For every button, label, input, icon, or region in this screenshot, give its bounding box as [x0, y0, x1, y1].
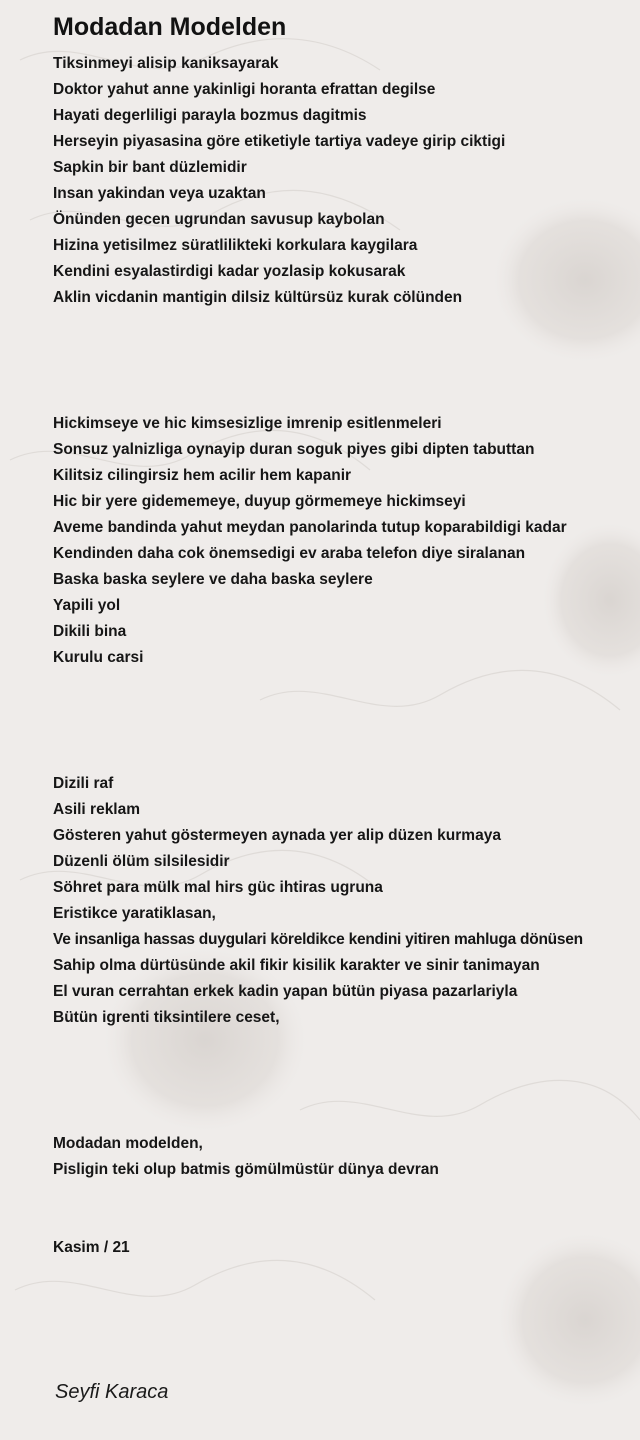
poem-line: Dikili bina: [53, 623, 127, 640]
poem-line: Ve insanliga hassas duygulari köreldikce kendini yitiren mahluga dönüsen: [53, 931, 583, 948]
poem-line: Aveme bandinda yahut meydan panolarinda tutup koparabildigi kadar: [53, 519, 567, 536]
poem-line: Sahip olma dürtüsünde akil fikir kisilik karakter ve sinir tanimayan: [53, 957, 540, 974]
poem-line: Söhret para mülk mal hirs güc ihtiras ugruna: [53, 879, 383, 896]
poem-line: Gösteren yahut göstermeyen aynada yer alip düzen kurmaya: [53, 827, 501, 844]
poem-line: Aklin vicdanin mantigin dilsiz kültürsüz kurak cölünden: [53, 289, 463, 306]
poem-line: Hayati degerliligi parayla bozmus dagitmis: [53, 107, 367, 124]
poem-line: Hickimseye ve hic kimsesizlige imrenip esitlenmeleri: [53, 415, 442, 432]
poem-line: Bütün igrenti tiksintilere ceset,: [53, 1009, 280, 1026]
poem-line: Pisligin teki olup batmis gömülmüstür dünya devran: [53, 1161, 439, 1178]
poem-line: Sonsuz yalnizliga oynayip duran soguk piyes gibi dipten tabuttan: [53, 441, 535, 458]
poem-line: Hic bir yere gidememeye, duyup görmemeye hickimseyi: [53, 493, 466, 510]
poem-line: Kurulu carsi: [53, 649, 144, 666]
author-signature: Seyfi Karaca: [55, 1381, 169, 1403]
poem-line: Baska baska seylere ve daha baska seylere: [53, 571, 373, 588]
poem-line: Önünden gecen ugrundan savusup kaybolan: [53, 211, 385, 228]
poem-line: Herseyin piyasasina göre etiketiyle tartiya vadeye girip ciktigi: [53, 133, 506, 150]
poem-line: Hizina yetisilmez süratlilikteki korkulara kaygilara: [53, 237, 418, 254]
poem-line: Asili reklam: [53, 801, 141, 818]
poem-line: Kilitsiz cilingirsiz hem acilir hem kapanir: [53, 467, 352, 484]
poem-line: Modadan modelden,: [53, 1135, 203, 1152]
poem-line: Kendini esyalastirdigi kadar yozlasip kokusarak: [53, 263, 406, 280]
poem-date: Kasim / 21: [53, 1239, 130, 1256]
poem-line: Eristikce yaratiklasan,: [53, 905, 216, 922]
poem-line: Kendinden daha cok önemsedigi ev araba telefon diye siralanan: [53, 545, 526, 562]
poem-line: El vuran cerrahtan erkek kadin yapan bütün piyasa pazarlariyla: [53, 983, 518, 1000]
poem-title: Modadan Modelden: [53, 13, 287, 41]
poem-line: Doktor yahut anne yakinligi horanta efrattan degilse: [53, 81, 436, 98]
poem-line: Yapili yol: [53, 597, 121, 614]
poem-line: Tiksinmeyi alisip kaniksayarak: [53, 55, 279, 72]
poem-line: Dizili raf: [53, 775, 114, 792]
poem-line: Sapkin bir bant düzlemidir: [53, 159, 247, 176]
poem-line: Insan yakindan veya uzaktan: [53, 185, 266, 202]
poem-line: Düzenli ölüm silsilesidir: [53, 853, 230, 870]
